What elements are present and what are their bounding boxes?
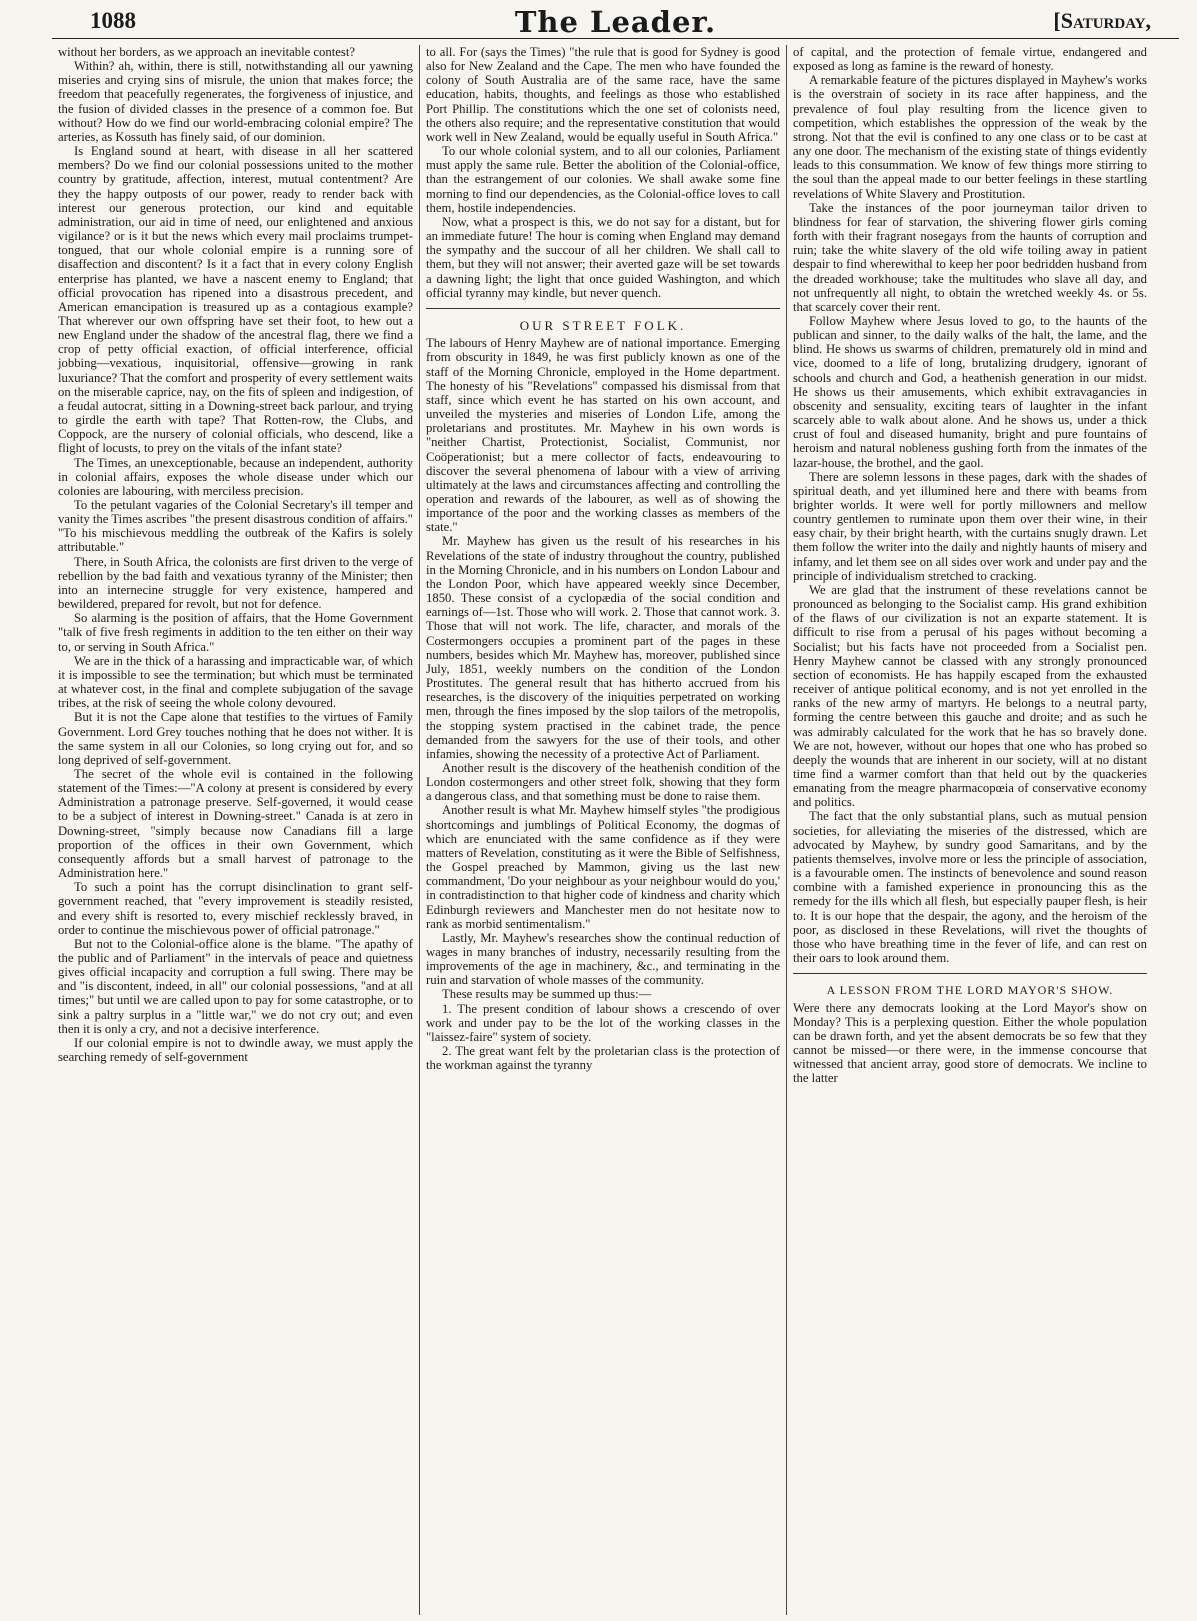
column-3 (786, 45, 1153, 1615)
paragraph: We are in the thick of a harassing and impracticable war, of which it is impossible to see the termination; but which must be terminated at whatever cost, in the final and complete subjugation of the savage tribes, at the risk of seeing the whole colony devoured. (58, 653, 413, 711)
section-heading: OUR STREET FOLK. (519, 317, 687, 333)
paragraph: 2. The great want felt by the proletarian class is the protection of the workman against the tyranny (426, 1044, 780, 1073)
paragraph: These results may be summed up thus:— (442, 987, 652, 1002)
paragraph: The fact that the only substantial plans, such as mutual pension societies, for alleviating the miseries of the distressed, which are advocated by Mayhew, by sundry good Samaritans, and by the patients themselves, involve more or less the principle of association, is a favourable omen. The instincts of benevolence and sound reason combine with a famished experience in pronouncing this as the remedy for the ills which all flesh, but especially pauper flesh, is heir to. It is our hope that the despair, the agony, and the heroism of the poor, as disclosed in these Revelations, will rivet the thoughts of those who have breathing time in the fever of life, and can rest on their oars to look around them. (793, 809, 1147, 965)
paragraph: Lastly, Mr. Mayhew's researches show the continual reduction of wages in many branches of industry, necessarily resulting from the improvements of the age in machinery, &c., and terminating in the ruin and starvation of whole masses of the community. (426, 930, 780, 988)
paragraph: of capital, and the protection of female virtue, endangered and exposed as long as famine is the reward of honesty. (793, 45, 1147, 74)
paragraph: To the petulant vagaries of the Colonial Secretary's ill temper and vanity the Times ascribes "the present disastrous condition of affairs." "To his mischievous meddling the outbreak of the Kafirs is solely attributable." (58, 498, 413, 555)
paragraph: The Times, an unexceptionable, because an independent, authority in colonial affairs, exposes the whole disease under which our colonies are labouring, with merciless precision. (58, 455, 413, 498)
page-number: 1088 (90, 8, 136, 33)
section-divider (426, 308, 780, 309)
paragraph: To such a point has the corrupt disinclination to grant self-government reached, that "every improvement is steadily resisted, and every shift is resorted to, every mischief recklessly braved, in order to continue the mischievous power of official patronage." (58, 880, 413, 937)
paragraph: There are solemn lessons in these pages, dark with the shades of spiritual death, and yet illumined here and there with beams from brighter worlds. It were well for portly millowners and mellow country gentlemen to ruminate upon them over their wine, in their easy chair, by their bright hearth, with the curtains snugly drawn. Let them follow the writer into the daily and nightly haunts of misery and infamy, and let them see on all sides over work and under pay and the principle of individualism stretched to cracking. (793, 469, 1147, 583)
paragraph: So alarming is the position of affairs, that the Home Government "talk of five fresh regiments in addition to the ten either on their way to, or serving in South Africa." (58, 611, 413, 654)
paragraph: We are glad that the instrument of these revelations cannot be pronounced as belonging to the Socialist camp. His grand exhibition of the flaws of our civilization is not an exparte statement. It is difficult to rise from a perusal of his pages without becoming a Socialist; but his facts have not proceeded from a Socialist pen. Henry Mayhew cannot be classed with any strongly pronounced section of economists. He has happily escaped from the exhausted receiver of antique political economy, and is not yet enrolled in the ranks of the new army of martyrs. He belongs to a neutral party, forming the centre between this gauche and droite; and as such he was admirably calculated for the work that he has so bravely done. We are not, however, without our hopes that one who has probed so deeply the wounds that are inherent in our society, will at no distant time find a warmer comfort than that held out by the quackeries emanating from the meagre pharmacopœia of conservative economy and politics. (793, 582, 1147, 810)
section-divider (793, 973, 1147, 974)
paragraph: Is England sound at heart, with disease in all her scattered members? Do we find our colonial possessions united to the mother country by gratitude, affection, interest, mutual contentment? Are they the happy outposts of our power, ready to render back with interest our generous protection, our kind and equitable administration, our aid in time of need, our enlightened and anxious vigilance? or is it but the news which every mail proclaims trumpet-tongued, that our whole colonial empire is a running sore of disaffection and discontent? Is it a fact that in every colony English enterprise has planted, we have a nascent enemy to England; that official provocation has ripened into a disastrous precedent, and American emancipation is treasured up as a contagious example? That wherever our own offspring have set their foot, to hew out a new England under the shadow of the ancestral flag, there we find a crop of petty official exaction, of official interference, official jobbing—vexatious, inquisitorial, offensive—growing in rank luxuriance? That the comfort and prosperity of every settlement waits on the miserable caprice, nay, on the fits of spleen and indigestion, of a feudal autocrat, sitting in a Downing-street back parlour, and trying to girdle the earth with tape? That Rotten-row, the Clubs, and Coppock, are the nursery of colonial officials, who descend, like a flight of locusts, to prey on the vitals of the infant state? (58, 144, 413, 456)
paragraph: The labours of Henry Mayhew are of national importance. Emerging from obscurity in 1849, he was first publicly known as one of the staff of the Morning Chronicle, employed in the Home department. The honesty of his "Revelations" compassed his dismissal from that staff, since which event he has started on his own account, and unveiled the mysteries and miseries of London Life, among the proletarians and prostitutes. Mr. Mayhew in his own words is "neither Chartist, Protectionist, Socialist, Communist, nor Coöperationist; but a mere collector of facts, endeavouring to discover the several phenomena of labour with a view of arriving ultimately at the laws and circumstances affecting and controlling the operation and rewards of the labourer, as well as of showing the importance of the poor and the working classes as members of the state." (426, 336, 780, 535)
issue-day: [Saturday, (1053, 8, 1151, 33)
paragraph: without her borders, as we approach an inevitable contest? (58, 45, 355, 59)
paragraph: 1. The present condition of labour shows a crescendo of over work and under pay to be the lot of the working classes in the "laissez-faire" system of society. (426, 1001, 780, 1044)
paragraph: To our whole colonial system, and to all our colonies, Parliament must apply the same rule. Better the abolition of the Colonial-office, than the estrangement of our colonies. We shall awake some fine morning to find our dependencies, as the Colonial-office loves to call them, hostile independencies. (426, 144, 780, 215)
column-2 (419, 45, 786, 1615)
paragraph: Now, what a prospect is this, we do not say for a distant, but for an immediate future! The hour is coming when England may demand the sympathy and the succour of all her children. We shall call to them, but they will not answer; their averted gaze will be set towards a dawning light; the light that once guided Washington, and which official tyranny may kindle, but never quench. (426, 214, 780, 300)
section-heading: A LESSON FROM THE LORD MAYOR'S SHOW. (826, 983, 1114, 998)
paragraph: to all. For (says the Times) "the rule that is good for Sydney is good also for New Zealand and the Cape. The men who have founded the colony of South Australia are of the same race, have the same education, habits, thoughts, and feelings as those who established Port Phillip. The constitutions which the one set of colonists need, the others also require; and the representative constitution that would work well in New Zealand, would be equally useful in South Africa." (426, 45, 780, 144)
article-columns (52, 45, 1179, 1615)
paragraph: Another result is the discovery of the heathenish condition of the London costermongers and other street folk, showing that they form a dangerous class, and that something must be done to raise them. (426, 760, 780, 804)
paragraph: Within? ah, within, there is still, notwithstanding all our yawning miseries and crying sins of misrule, the union that makes force; the freedom that peacefully regenerates, the forgiveness of injustice, and the fusion of divided classes in the presence of a common foe. But without? How do we find our world-embracing colonial empire? The arteries, as Kossuth has finely said, of our dominion. (58, 59, 413, 144)
paragraph: If our colonial empire is not to dwindle away, we must apply the searching remedy of self-government (58, 1035, 413, 1065)
paragraph: Were there any democrats looking at the Lord Mayor's show on Monday? This is a perplexing question. Either the whole population can be drawn forth, and yet the absent democrats be so few that they cannot be missed—or there were, in the immense concourse that witnessed that ancient array, good store of democrats. We incline to the latter (793, 1000, 1147, 1086)
paragraph: Take the instances of the poor journeyman tailor driven to blindness for fear of starvation, the shivering flower girls coming forth with their fragrant nosegays from the haunts of corruption and ruin; take the white slavery of the old wife toiling away in patient despair to find wherewithal to keep her poor bedridden husband from the dreaded workhouse; take the multitudes who slave all day, and not unfrequently all night, to obtain the wretched weekly 4s. or 5s. that scarcely cover their rent. (793, 200, 1147, 314)
newspaper-title: The Leader. (514, 5, 717, 39)
paragraph: But it is not the Cape alone that testifies to the virtues of Family Government. Lord Grey touches nothing that he does not wither. It is the same system in all our Colonies, so long crying out for, and so long deprived of self-government. (58, 710, 413, 767)
paragraph: Follow Mayhew where Jesus loved to go, to the haunts of the publican and sinner, to the daily walks of the halt, the lame, and the blind. He shows us swarms of children, prematurely old in mind and vice, doomed to a life of long, brutalizing drudgery, ignorant of schools and church and God, a heathenish generation in our midst. He shows us their amusements, which exhibit extravagancies in obscenity and sensuality, exciting tears of laughter in the infant scarcely able to walk about alone. And he shows us, under a thick crust of foul and diseased humanity, bright and pure fountains of heroism and natural nobleness gushing forth from the inmates of the lazar-house, the brothel, and the gaol. (793, 313, 1147, 470)
masthead (52, 5, 1179, 39)
paragraph: There, in South Africa, the colonists are first driven to the verge of rebellion by the bad faith and vexatious tyranny of the Minister; then into an internecine struggle for very existence, hampered and bewildered, prepared for revolt, but not for defence. (58, 554, 413, 612)
paragraph: The secret of the whole evil is contained in the following statement of the Times:—"A colony at present is considered by every Administration a patronage preserve. Self-governed, it would cease to be a subject of interest in Downing-street." Canada is at zero in Downing-street, "simply because now Canadians fill a large proportion of the offices in their own Government, which consequently affords but a small harvest of patronage to the Administration here." (58, 766, 413, 881)
paragraph: A remarkable feature of the pictures displayed in Mayhew's works is the overstrain of society in its race after happiness, and the prevalence of foul play resulting from the licence given to competition, which establishes the oppression of the weak by the strong. Not that the evil is confined to any one class or to be cast at any one door. The mechanism of the existing state of things evidently leads to this consummation. We know of few things more stirring to the soul than the appeal made to our better feelings in these startling revelations of White Slavery and Prostitution. (793, 73, 1147, 201)
paragraph: But not to the Colonial-office alone is the blame. "The apathy of the public and of Parliament" in the intervals of peace and quietness gives official incapacity and corruption a full swing. There may be and "is discontent, indeed, in all" our colonial possessions, "and at all times;" but until we are called upon to pay for some catastrophe, or to sink a paltry surplus in a "little war," we do not cry out; and even then it is only a cry, and not a decisive interference. (58, 936, 413, 1036)
column-1 (52, 45, 419, 1615)
paragraph: Another result is what Mr. Mayhew himself styles "the prodigious shortcomings and jumblings of Political Economy, the dogmas of which are enunciated with the same confidence as if they were matters of Revelation, constituting as it were the Bible of Selfishness, the Gospel preached by Mammon, giving us the last new commandment, 'Do your neighbour as your neighbour would do you,' in contradistinction to that higher code of kindness and charity which Edinburgh reviewers and Manchester men do not hesitate now to rank as morbid sentimentalism." (426, 803, 780, 931)
paragraph: Mr. Mayhew has given us the result of his researches in his Revelations of the state of industry throughout the country, published in the Morning Chronicle, and in his numbers on London Labour and the London Poor, which have appeared weekly since December, 1850. These consist of a cyclopædia of the social condition and earnings of—1st. Those who will work. 2. Those that cannot work. 3. Those that will not work. The life, character, and morals of the Costermongers occupies a prominent part of the pages in these numbers, besides which Mr. Mayhew has, moreover, published since July, 1851, weekly numbers on the condition of the London Prostitutes. The general result that has hitherto accrued from his researches, is the discovery of the iniquities perpetrated on working men, through the fines imposed by the slop tailors of the metropolis, the stopping system practised in the cabinet trade, the pence demanded from the sawyers for the use of their tools, and other infamies, showing the necessity of a protective Act of Parliament. (426, 534, 780, 761)
